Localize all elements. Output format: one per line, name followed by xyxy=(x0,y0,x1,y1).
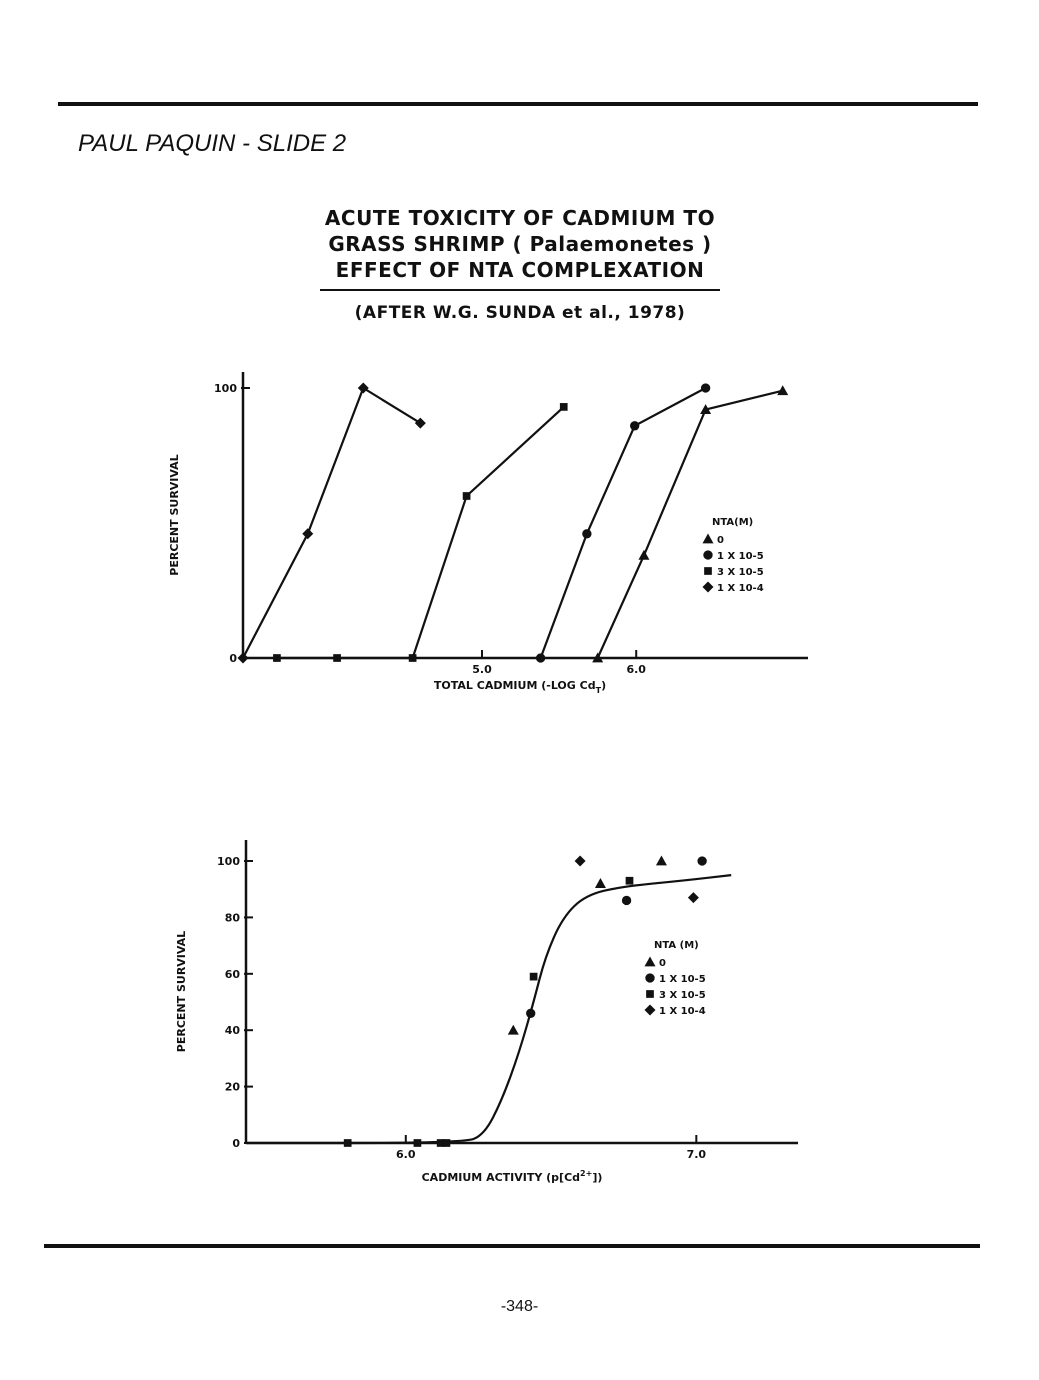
legend-label: 0 xyxy=(717,535,724,546)
data-point-square xyxy=(333,654,341,662)
x-axis-label: CADMIUM ACTIVITY $(p[Cd^{2+}])$ xyxy=(421,1169,603,1184)
legend-marker-diamond xyxy=(703,582,714,593)
top-rule xyxy=(58,102,978,106)
title-underline xyxy=(320,289,720,291)
y-tick-label: 80 xyxy=(224,911,240,925)
legend-title: NTA (M) xyxy=(654,940,699,951)
legend-marker-triangle xyxy=(703,534,714,544)
page-number: -348- xyxy=(500,1298,539,1315)
data-point-circle xyxy=(630,421,639,430)
x-tick-label: 5.0 xyxy=(472,663,492,676)
legend-label: 3 X 10-5 xyxy=(717,567,764,578)
legend-label: 3 X 10-5 xyxy=(659,990,706,1001)
data-point-square xyxy=(530,973,538,981)
x-tick-label: 6.0 xyxy=(396,1148,416,1161)
data-point-triangle xyxy=(508,1025,519,1035)
data-point-square xyxy=(344,1139,352,1147)
data-point-square xyxy=(463,492,471,500)
data-point-circle xyxy=(526,1009,535,1018)
data-point-square xyxy=(273,654,281,662)
y-tick-label: 60 xyxy=(224,967,240,981)
title-line-3: EFFECT OF NTA COMPLEXATION xyxy=(335,258,705,282)
series-line-square xyxy=(277,407,564,658)
legend-marker-square xyxy=(646,990,654,998)
legend-label: 1 X 10-5 xyxy=(717,551,764,562)
data-point-circle xyxy=(701,383,710,392)
x-tick-label: 6.0 xyxy=(626,663,646,676)
data-point-triangle xyxy=(777,385,788,395)
series-line-triangle xyxy=(598,391,783,658)
x-axis-label: TOTAL CADMIUM (-LOG $Cd_T$) xyxy=(433,679,607,695)
data-point-diamond xyxy=(575,856,586,867)
data-point-diamond xyxy=(302,528,313,539)
data-point-diamond xyxy=(415,418,426,429)
data-point-diamond xyxy=(238,653,249,664)
legend-marker-circle xyxy=(645,973,654,982)
legend-marker-triangle xyxy=(645,957,656,967)
y-tick-label: 100 xyxy=(217,855,240,868)
title-line-2: GRASS SHRIMP ( Palaemonetes ) xyxy=(328,232,712,256)
data-point-circle xyxy=(622,896,631,905)
y-tick-label: 0 xyxy=(232,1137,240,1150)
data-point-diamond xyxy=(688,892,699,903)
data-point-square xyxy=(409,654,417,662)
citation: (AFTER W.G. SUNDA et al., 1978) xyxy=(354,303,686,323)
chart-total-cadmium xyxy=(0,360,1039,700)
data-point-diamond xyxy=(358,383,369,394)
legend-marker-square xyxy=(704,567,712,575)
legend-label: 1 X 10-5 xyxy=(659,974,706,985)
data-point-square xyxy=(443,1139,451,1147)
legend-marker-circle xyxy=(703,550,712,559)
legend-marker-diamond xyxy=(645,1005,656,1016)
data-point-circle xyxy=(536,653,545,662)
data-point-circle xyxy=(582,529,591,538)
bottom-rule xyxy=(44,1244,980,1248)
data-point-circle xyxy=(697,856,706,865)
figure-title xyxy=(300,205,740,323)
y-axis-label: PERCENT SURVIVAL xyxy=(168,454,181,576)
x-tick-label: 7.0 xyxy=(686,1148,707,1161)
series-line-diamond xyxy=(243,388,420,658)
legend-label: 0 xyxy=(659,958,666,969)
y-tick-label: 100 xyxy=(214,382,237,395)
slide-header: PAUL PAQUIN - SLIDE 2 xyxy=(78,130,347,157)
legend-label: 1 X 10-4 xyxy=(717,583,764,594)
data-point-square xyxy=(414,1139,422,1147)
legend-label: 1 X 10-4 xyxy=(659,1006,706,1017)
chart-cadmium-activity xyxy=(0,840,1039,1200)
y-tick-label: 20 xyxy=(224,1080,240,1094)
series-line-circle xyxy=(541,388,706,658)
y-tick-label: 40 xyxy=(224,1024,240,1038)
legend-title: NTA(M) xyxy=(712,517,754,528)
data-point-triangle xyxy=(638,550,649,560)
title-line-1: ACUTE TOXICITY OF CADMIUM TO xyxy=(324,206,716,230)
data-point-triangle xyxy=(595,878,606,888)
data-point-square xyxy=(560,403,568,411)
data-point-square xyxy=(626,877,634,885)
data-point-triangle xyxy=(656,856,667,866)
y-axis-label: PERCENT SURVIVAL xyxy=(175,930,188,1053)
y-tick-label: 0 xyxy=(229,652,237,665)
